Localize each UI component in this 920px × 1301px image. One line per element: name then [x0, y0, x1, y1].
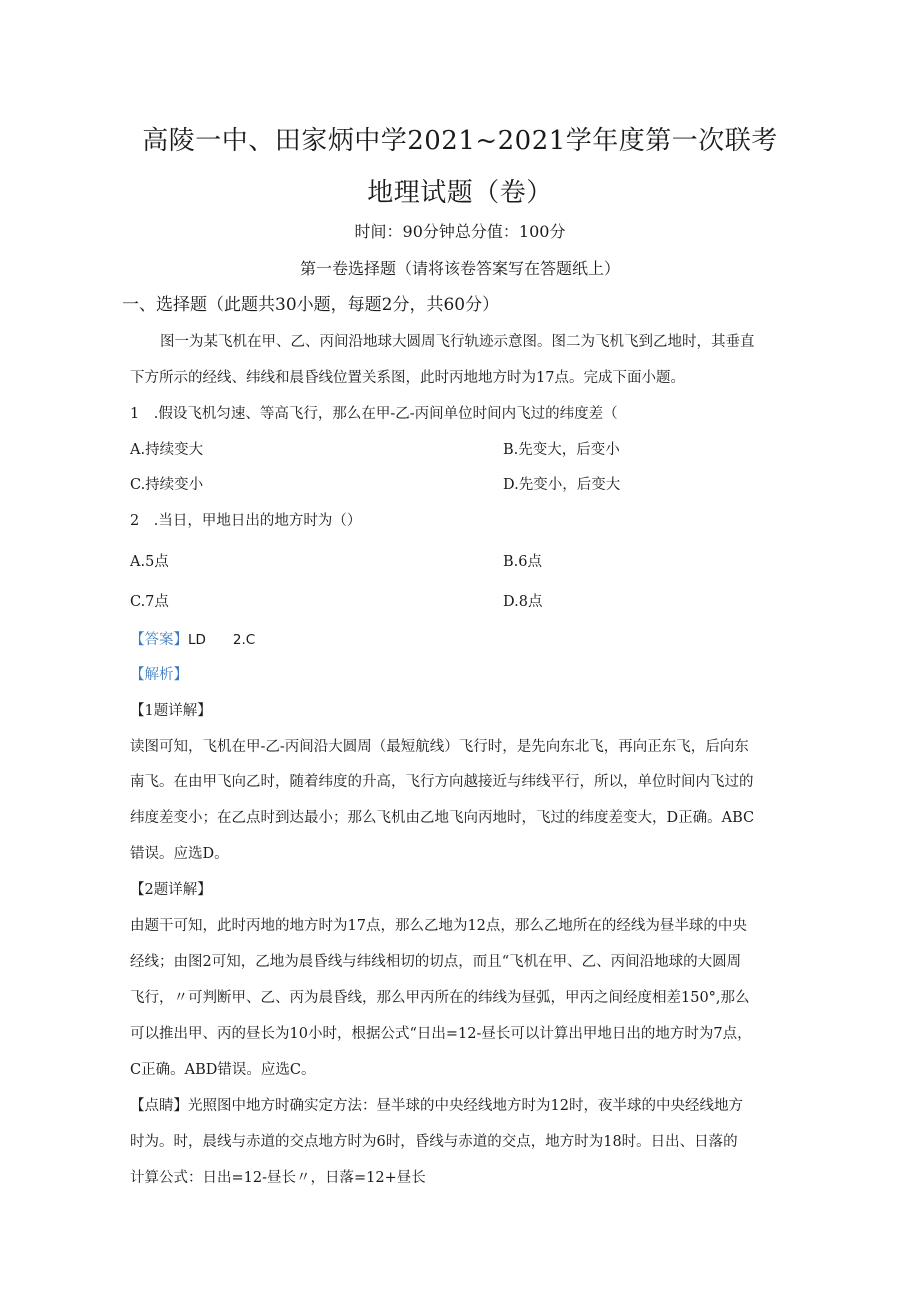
question-1-option-c: C.持续变小	[130, 477, 204, 493]
q1-detail-line: 读图可知，飞机在甲-乙-丙间沿大圆周（最短航线）飞行时，是先向东北飞，再向正东飞，后向东	[130, 739, 749, 755]
question-1-stem: 1 .假设飞机匀速、等高飞行，那么在甲-乙-丙间单位时间内飞过的纬度差（	[130, 406, 618, 422]
answer-row	[130, 628, 255, 649]
q2-detail-line: 由题干可知，此时丙地的地方时为17点，那么乙地为12点，那么乙地所在的经线为昼半球的中央	[130, 918, 747, 934]
tip-line: 计算公式：日出=12-昼长〃，日落=12+昼长	[130, 1170, 426, 1186]
question-2-option-b: B.6点	[503, 554, 542, 570]
answer-text: LD 2.C	[188, 632, 256, 648]
time-info: 时间：90分钟总分值：100分	[354, 222, 566, 241]
tip-line: 时为。时，晨线与赤道的交点地方时为6时，昏线与赤道的交点，地方时为18时。日出、日落的	[130, 1134, 738, 1150]
section-heading: 一、选择题（此题共30小题，每题2分，共60分）	[122, 295, 500, 315]
tip-line: 【点睛】光照图中地方时确实定方法：昼半球的中央经线地方时为12时，夜半球的中央经线地方	[130, 1098, 743, 1114]
question-1-option-d: D.先变小，后变大	[503, 477, 621, 493]
q1-detail-line: 错误。应选D。	[130, 846, 229, 862]
q2-detail-line: C正确。ABD错误。应选C。	[130, 1062, 316, 1078]
q2-detail-line: 经线；由图2可知，乙地为晨昏线与纬线相切的切点，而且“飞机在甲、乙、丙间沿地球的大圆周	[130, 954, 742, 970]
question-1-option-b: B.先变大，后变小	[503, 442, 620, 458]
exam-title: 高陵一中、田家炳中学2021~2021学年度第一次联考	[142, 126, 778, 156]
question-2-option-d: D.8点	[503, 594, 543, 610]
volume-info: 第一卷选择题（请将该卷答案写在答题纸上）	[299, 259, 620, 278]
question-2-stem: 2 .当日，甲地日出的地方时为（）	[130, 513, 362, 529]
question-2-option-a: A.5点	[130, 554, 169, 570]
q1-detail-line: 纬度差变小；在乙点时到达最小；那么飞机由乙地飞向丙地时，飞过的纬度差变大，D正确。ABC	[130, 810, 755, 826]
analysis-label: 【解析】	[130, 667, 188, 683]
exam-subtitle: 地理试题（卷）	[367, 178, 553, 208]
answer-label: 【答案】	[130, 632, 188, 648]
intro-line-2: 下方所示的经线、纬线和晨昏线位置关系图，此时丙地地方时为17点。完成下面小题。	[130, 370, 685, 386]
question-2-option-c: C.7点	[130, 594, 169, 610]
q1-detail-heading: 【1题详解】	[130, 703, 212, 719]
intro-line-1: 图一为某飞机在甲、乙、丙间沿地球大圆周飞行轨迹示意图。图二为飞机飞到乙地时，其垂直	[160, 334, 755, 350]
question-1-option-a: A.持续变大	[130, 442, 204, 458]
q1-detail-line: 南飞。在由甲飞向乙时，随着纬度的升高，飞行方向越接近与纬线平行，所以，单位时间内飞过的	[130, 774, 754, 790]
q2-detail-heading: 【2题详解】	[130, 882, 212, 898]
q2-detail-line: 可以推出甲、丙的昼长为10小时，根据公式“日出=12-昼长可以计算出甲地日出的地方时为7点，	[130, 1026, 752, 1042]
q2-detail-line: 飞行，〃可判断甲、乙、丙为晨昏线，那么甲丙所在的纬线为昼弧，甲丙之间经度相差150°,那么	[130, 990, 750, 1006]
